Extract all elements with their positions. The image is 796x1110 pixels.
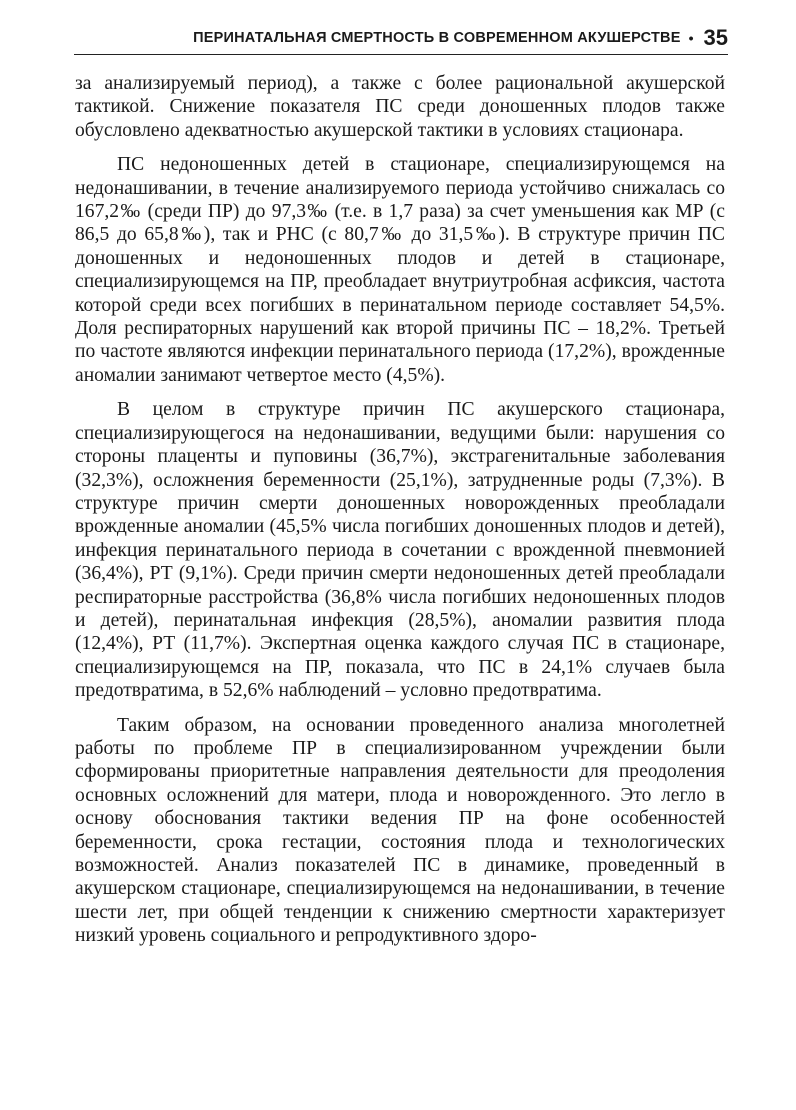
paragraph-preterm-mortality: ПС недоношенных детей в стационаре, специализирующемся на недонашивании, в течение анализируемого периода устойчиво снижалась со 167,2‰ (среди ПР) до 97,3‰ (т.е. в 1,7 раза) за счет уменьшения как МР (с 86,5 до 65,8‰), так и РНС (с 80,7‰ до 31,5‰). В структуре причин ПС доношенных и недоношенных плодов и детей в стационаре, специализирующемся на ПР, преобладает внутриутробная асфиксия, частота которой среди всех погибших в перинатальном периоде составляет 54,5%. Доля респираторных нарушений как второй причины ПС – 18,2%. Третьей по частоте являются инфекции перинатального периода (17,2%), врожденные аномалии занимают четвертое место (4,5%).: [75, 154, 725, 386]
paragraph-cause-structure: В целом в структуре причин ПС акушерского стационара, специализирующегося на недонашивании, ведущими были: нарушения со стороны плаценты и пуповины (36,7%), экстрагенитальные заболевания (32,3%), осложнения беременности (25,1%), затрудненные роды (7,3%). В структуре причин смерти доношенных новорожденных преобладали врожденные аномалии (45,5% числа погибших доношенных плодов и детей), инфекция перинатального периода в сочетании с врожденной пневмонией (36,4%), РТ (9,1%). Среди причин смерти недоношенных детей преобладали респираторные расстройства (36,8% числа погибших недоношенных плодов и детей), перинатальная инфекция (28,5%), аномалии развития плода (12,4%), РТ (11,7%). Экспертная оценка каждого случая ПС в стационаре, специализирующемся на ПР, показала, что ПС в 24,1% случаев была предотвратима, в 52,6% наблюдений – условно предотвратима.: [75, 399, 725, 702]
running-title: ПЕРИНАТАЛЬНАЯ СМЕРТНОСТЬ В СОВРЕМЕННОМ АКУШЕРСТВЕ: [193, 30, 681, 46]
header-bullet: •: [688, 30, 694, 46]
page-number: 35: [703, 25, 728, 50]
paragraph-conclusion: Таким образом, на основании проведенного анализа многолетней работы по проблеме ПР в специализированном учреждении были сформированы приоритетные направления деятельности для преодоления основных осложнений для матери, плода и новорожденного. Это легло в основу обоснования тактики ведения ПР на фоне особенностей беременности, срока гестации, состояния плода и технологических возможностей. Анализ показателей ПС в динамике, проведенный в акушерском стационаре, специализирующемся на недонашивании, в течение шести лет, при общей тенденции к снижению смертности характеризует низкий уровень социального и репродуктивного здоро-: [75, 714, 725, 947]
body-text: [75, 72, 725, 948]
paragraph-continuation: за анализируемый период), а также с более рациональной акушерской тактикой. Снижение показателя ПС среди доношенных плодов также обусловлено адекватностью акушерской тактики в условиях стационара.: [75, 73, 725, 141]
running-header: [74, 22, 728, 55]
